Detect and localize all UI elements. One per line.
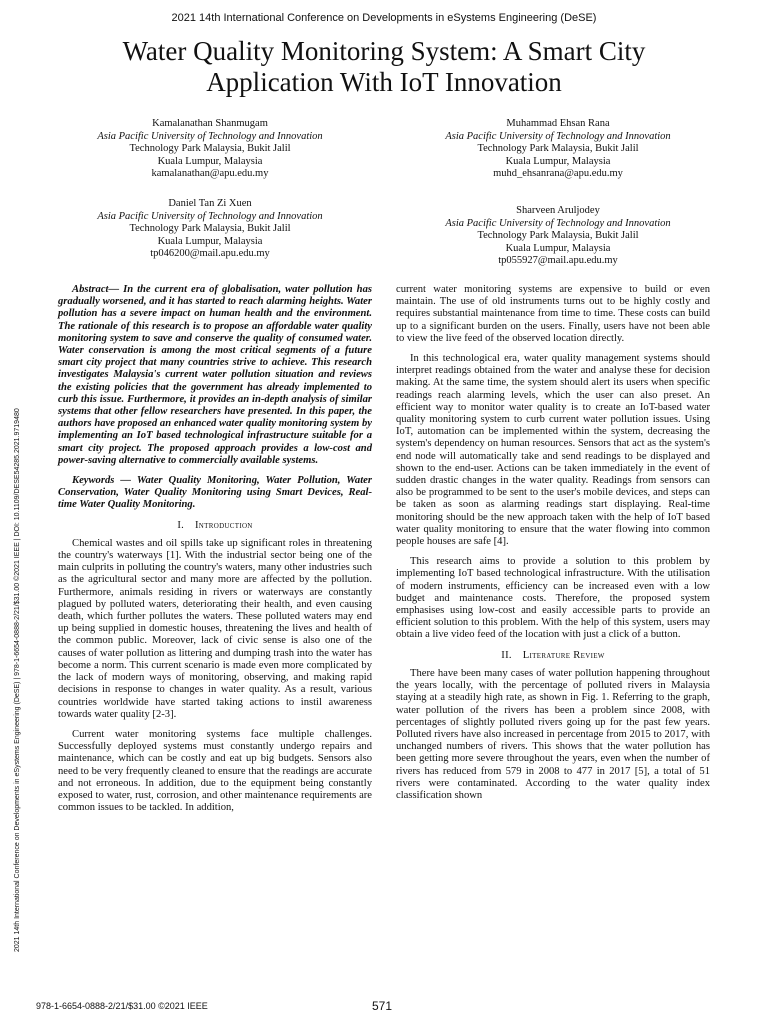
doi-sidebar: 2021 14th International Conference on Developments in eSystems Engineering (DeSE) | 978-1-6654-0888-2/21/$31.00 ©2021 IEEE | DOI: 10.1109/DESE54285.2021.9719480 [14,408,21,952]
author-city: Kuala Lumpur, Malaysia [157,235,263,247]
author-email: tp055927@mail.apu.edu.my [498,255,618,266]
intro-paragraph-1: Chemical wastes and oil spills take up significant roles in threatening the country's waterways [1]. With the industrial sector being one of the main culprits in polluting the country's waters, many other industries such as the agricultural sector and many more are affected by the pollution. Furthermore, animals residing in rivers or waterways are constantly plagued by polluted waters, deteriorating their health, and even causing death, which further pollutes the waters. These polluted waters may end up being supplied in domestic houses, threatening the lives and health of the common public. Moreover, lack of civic sense is also one of the causes of water pollution as littering and dumping trash into the water has become a norm. This current scenario is made even more complicated by the lack of modern ways of monitoring, observing, and making rapid decisions in response to changes in water quality. As a result, various countries worldwide have started taking actions to instil awareness towards water quality [2-3]. [58,537,372,720]
literature-paragraph-1: There have been many cases of water pollution happening throughout the years locally, with the percentage of polluted rivers in Malaysia staying at a steadily high rate, as shown in Fig. 1. Referring to the graph, water pollution of the rivers has been a problem since 2008, with percentages of slightly polluted rivers going up for the past few years. Polluted rivers have also increased in percentage from 2015 to 2017, with unchanged numbers of rivers. This shows that the water pollution has been getting more severe throughout the years, even when the number of rivers has reduced from 579 in 2008 to 477 in 2017 [5], a total of 51 rivers were contaminated. According to the water quality index classification shown [396,667,710,801]
author-address: Technology Park Malaysia, Bukit Jalil [477,230,639,241]
title-line-1: Water Quality Monitoring System: A Smart City [122,36,646,66]
right-column [396,284,710,810]
author-block-2 [428,118,688,181]
author-address: Technology Park Malaysia, Bukit Jalil [129,223,291,234]
section-heading-literature-review: II. Literature Review [501,649,605,661]
body-paragraph-2: In this technological era, water quality management systems should interpret readings obtained from the water and analyse these for decision making. At the same time, the system should alert its users when specific readings reach alarming levels, which the user can also preset. An efficient way to monitor water quality is to create an IoT-based water quality monitoring system to curb current water pollution issues. Using IoT, automation can be implemented within the system, decreasing the system's dependency on human resources. Sensors that act as the system's end node will automatically take and send readings to be displayed and shown to the end-user. Actions can be taken immediately in the event of sudden drastic changes in the water quality. Readings from sensors can also be programmed to be sent to the user's mobile devices, and steps can be taken as soon as alarming readings start displaying. Real-time monitoring should be the new approach taken with the help of IoT based water quality monitoring to ensure that the water flowing into common people houses are safe [4]. [396,353,710,548]
author-block-3 [80,198,340,261]
author-email: tp046200@mail.apu.edu.my [150,248,270,259]
intro-paragraph-2: Current water monitoring systems face multiple challenges. Successfully deployed systems must constantly undergo repairs and maintenance, which can be costly and eat up big budgets. Sensors also need to be very frequently cleaned to ensure that the readings are accurate and not erroneous. In addition, due to the equipment being constantly exposed to water, rust, corrosion, and other maintenance requirements are common issues to be tackled. In addition, [58,728,372,814]
author-address: Technology Park Malaysia, Bukit Jalil [477,143,639,154]
author-block-1 [80,118,340,181]
page-number: 571 [372,999,393,1013]
author-name: Kamalanathan Shanmugam [152,118,268,129]
author-affiliation: Asia Pacific University of Technology and Innovation [97,210,323,222]
keywords: Keywords — Water Quality Monitoring, Water Pollution, Water Conservation, Water Quality Monitoring using Smart Devices, Real-time Water Quality Monitoring. [58,475,372,511]
left-column [58,284,372,822]
author-name: Muhammad Ehsan Rana [506,118,610,129]
conference-header: 2021 14th International Conference on Developments in eSystems Engineering (DeSE) [171,12,597,24]
author-email: kamalanathan@apu.edu.my [151,168,269,179]
body-paragraph-1: current water monitoring systems are expensive to build or even maintain. The use of old instruments turns out to be highly costly and requires substantial maintenance from time to time. These costs can build up to a significant burden on the users. Finally, users have not been able to view the live feed of the observed location directly. [396,284,710,344]
author-affiliation: Asia Pacific University of Technology and Innovation [445,217,671,229]
author-email: muhd_ehsanrana@apu.edu.my [493,168,623,179]
title-line-2: Application With IoT Innovation [206,67,562,97]
body-paragraph-3: This research aims to provide a solution to this problem by implementing IoT based technological infrastructure. With the utilisation of modern instruments, efficiency can be increased even with a low budget and maintenance costs. Therefore, the proposed system emphasises using low-cost and easily accessible parts to provide an efficient solution to this problem. With the help of this system, users may obtain a live video feed of the location with just a click of a button. [396,556,710,641]
abstract: Abstract— In the current era of globalisation, water pollution has gradually worsened, and it has started to reach alarming heights. Water pollution has a severe impact on human health and the environment. The rationale of this research is to propose an affordable water quality monitoring system to save and conserve the quality of consumed water. Water conservation is among the most critical segments of a future smart city project that many countries strive to achieve. This research investigates Malaysia's current water pollution situation and reviews the existing policies that the government has already implemented to curb this issue. Furthermore, it provides an in-depth analysis of similar systems that other fellow researchers have presented. In this paper, the authors have proposed an enhanced water quality monitoring system by implementing an IoT based technological infrastructure suitable for a smart city project. The proposed approach provides a low-cost and power-saving alternative to commercially available systems. [58,284,372,466]
author-city: Kuala Lumpur, Malaysia [505,155,611,167]
author-affiliation: Asia Pacific University of Technology and Innovation [445,130,671,142]
author-affiliation: Asia Pacific University of Technology and Innovation [97,130,323,142]
footer-isbn: 978-1-6654-0888-2/21/$31.00 ©2021 IEEE [36,1001,208,1011]
author-city: Kuala Lumpur, Malaysia [157,155,263,167]
author-address: Technology Park Malaysia, Bukit Jalil [129,143,291,154]
author-name: Sharveen Aruljodey [516,205,600,216]
paper-title [60,36,708,98]
author-block-4 [428,205,688,268]
author-city: Kuala Lumpur, Malaysia [505,242,611,254]
author-name: Daniel Tan Zi Xuen [168,198,252,209]
section-heading-introduction: I. Introduction [177,519,253,531]
